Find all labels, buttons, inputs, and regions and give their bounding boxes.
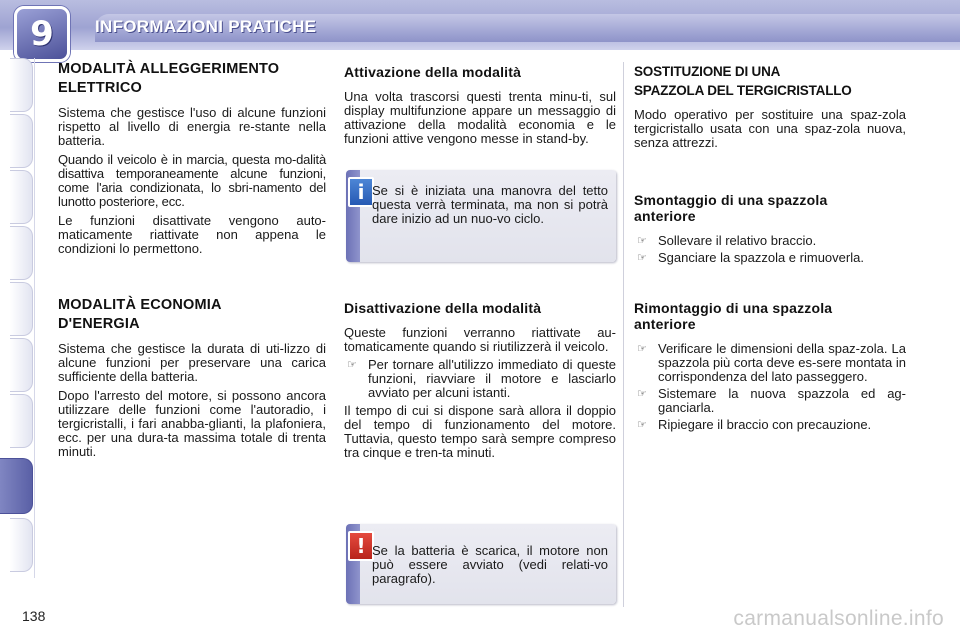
side-tab[interactable] — [10, 114, 33, 168]
list-item — [634, 418, 906, 432]
paragraph: Dopo l'arresto del motore, si possono ancora utilizzare delle funzioni come l'autoradio, i tergicristalli, i fari anabba-glianti, la plafoniera, ecc. per una dura-ta massima totale di trenta minuti. — [58, 388, 326, 459]
list-item — [634, 251, 906, 265]
section-rimontaggio — [634, 300, 906, 432]
section-title: D'ENERGIA — [58, 316, 140, 332]
chapter-title: INFORMAZIONI PRATICHE — [95, 17, 317, 36]
chapter-header — [0, 0, 960, 54]
list-item-text: Sganciare la spazzola e rimuoverla. — [658, 250, 864, 265]
section-title: SPAZZOLA DEL TERGICRISTALLO — [634, 83, 852, 98]
list-item-text: Ripiegare il braccio con precauzione. — [658, 417, 872, 432]
pointing-hand-icon: ☞ — [637, 419, 647, 431]
side-tab-active[interactable] — [0, 458, 33, 514]
pointing-hand-icon: ☞ — [637, 235, 647, 247]
paragraph: Queste funzioni verranno riattivate au-tomaticamente quando si riutilizzerà il veicolo. — [344, 325, 616, 354]
list-item-text: Verificare le dimensioni della spaz-zola. La spazzola più corta deve es-sere montata in corrispondenza del lato passeggero. — [658, 341, 906, 384]
side-tab[interactable] — [10, 58, 33, 112]
chapter-side-tabs — [0, 58, 34, 578]
paragraph: Sistema che gestisce la durata di uti-lizzo di alcune funzioni per preservare una carica sufficiente della batteria. — [58, 341, 326, 384]
paragraph: Il tempo di cui si dispone sarà allora il doppio del tempo di funzionamento del motore. Tuttavia, questo tempo sarà sempre compreso tra cinque e tren-ta minuti. — [344, 403, 616, 460]
column-divider — [623, 62, 624, 607]
section-sostituzione — [634, 62, 906, 150]
section-title: MODALITÀ ALLEGGERIMENTO — [58, 61, 280, 77]
pointing-hand-icon: ☞ — [637, 343, 647, 355]
list-item — [634, 342, 906, 384]
warning-note-text: Se la batteria è scarica, il motore non può essere avviato (vedi relati-vo paragrafo). — [372, 543, 608, 586]
section-smontaggio — [634, 192, 906, 265]
section-alleggerimento — [58, 60, 326, 256]
list-item-text: Per tornare all'utilizzo immediato di queste funzioni, riavviare il motore e lasciarlo avviato per alcuni istanti. — [368, 357, 616, 400]
info-note-text: Se si è iniziata una manovra del tetto questa verrà terminata, ma non si potrà dare inizio ad un nuo-vo ciclo. — [372, 183, 608, 226]
pointing-hand-icon: ☞ — [637, 388, 647, 400]
bullet-list — [344, 358, 616, 400]
chapter-number-badge: 9 — [14, 6, 70, 62]
subsection-title: Smontaggio di una spazzola anteriore — [634, 192, 828, 224]
info-icon: i — [348, 177, 374, 207]
pointing-hand-icon: ☞ — [637, 252, 647, 264]
side-tab[interactable] — [10, 282, 33, 336]
subsection-title: Rimontaggio di una spazzola anteriore — [634, 300, 833, 332]
list-item-text: Sollevare il relativo braccio. — [658, 233, 817, 248]
list-item — [634, 387, 906, 415]
watermark: carmanualsonline.info — [733, 607, 944, 630]
section-economia — [58, 296, 326, 459]
paragraph: Sistema che gestisce l'uso di alcune funzioni rispetto al livello di energia re-stante nella batteria. — [58, 105, 326, 148]
section-title: Disattivazione della modalità — [344, 300, 542, 316]
page-number: 138 — [22, 608, 46, 624]
side-tab[interactable] — [10, 394, 33, 448]
paragraph: Modo operativo per sostituire una spaz-zola tergicristallo usata con una spaz-zola nuova, senza attrezzi. — [634, 107, 906, 150]
list-item-text: Sistemare la nuova spazzola ed ag-ganciarla. — [658, 386, 906, 415]
warning-icon: ! — [348, 531, 374, 561]
list-item — [344, 358, 616, 400]
section-title: Attivazione della modalità — [344, 64, 522, 80]
section-attivazione — [344, 64, 616, 146]
pointing-hand-icon: ☞ — [347, 359, 357, 371]
paragraph: Una volta trascorsi questi trenta minu-ti, sul display multifunzione appare un messaggio di attivazione della modalità economia e le funzioni attive vengono messe in stand-by. — [344, 89, 616, 146]
section-disattivazione — [344, 300, 616, 460]
info-note-box — [346, 170, 616, 262]
list-item — [634, 234, 906, 248]
side-tab[interactable] — [10, 338, 33, 392]
paragraph: Quando il veicolo è in marcia, questa mo-dalità disattiva temporaneamente alcune funzioni, come l'aria condizionata, lo sbri-namento del lunotto posteriore, ecc. — [58, 152, 326, 209]
bullet-list — [634, 342, 906, 432]
bullet-list — [634, 234, 906, 265]
side-divider — [34, 58, 35, 578]
side-tab[interactable] — [10, 226, 33, 280]
side-tab[interactable] — [10, 170, 33, 224]
section-title: SOSTITUZIONE DI UNA — [634, 64, 781, 79]
section-title: MODALITÀ ECONOMIA — [58, 297, 222, 313]
section-title: ELETTRICO — [58, 80, 142, 96]
side-tab[interactable] — [10, 518, 33, 572]
paragraph: Le funzioni disattivate vengono auto-maticamente riattivate non appena le condizioni lo permettono. — [58, 213, 326, 256]
warning-note-box — [346, 524, 616, 604]
